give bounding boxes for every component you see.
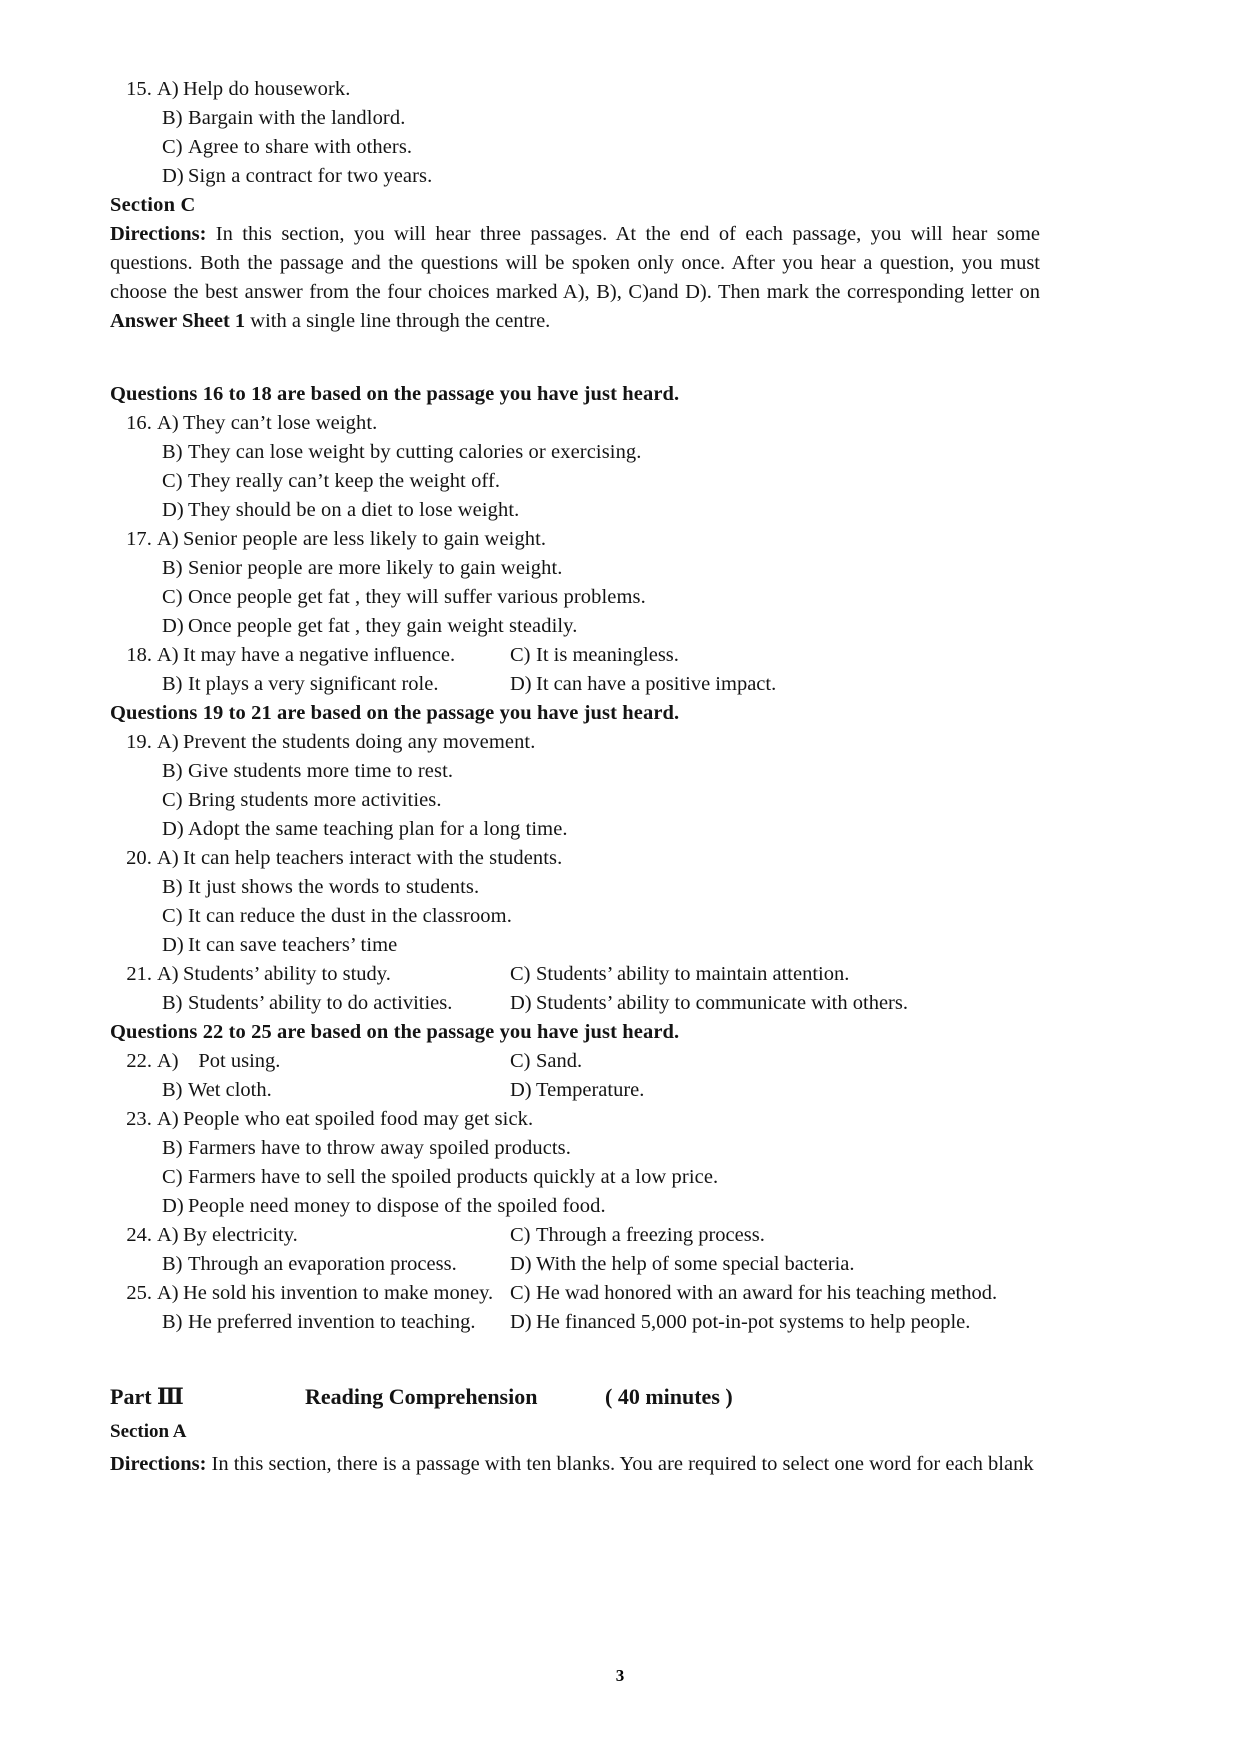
- option-letter: D): [162, 818, 184, 840]
- option-letter: A): [157, 963, 179, 985]
- option-column-left: [110, 1221, 510, 1250]
- option-text: Sand.: [536, 1050, 583, 1072]
- option-letter: C): [510, 1050, 531, 1072]
- option-row: [110, 1105, 1040, 1134]
- question-block-22: [110, 1047, 1040, 1105]
- option-row: [110, 844, 1040, 873]
- option-text: Temperature.: [536, 1079, 645, 1101]
- option-text: People need money to dispose of the spoiled food.: [188, 1195, 606, 1217]
- option-letter: C): [162, 789, 183, 811]
- option-letter: B): [162, 992, 183, 1014]
- option-letter: A): [157, 528, 179, 550]
- option-text: With the help of some special bacteria.: [536, 1253, 855, 1275]
- option-letter: C): [162, 586, 183, 608]
- question-block-23: [110, 1105, 1040, 1221]
- option-text: It may have a negative influence.: [183, 644, 456, 666]
- option-letter: B): [162, 1079, 183, 1101]
- option-text: Once people get fat , they gain weight steadily.: [188, 615, 578, 637]
- option-letter: C): [162, 905, 183, 927]
- option-row: [110, 728, 1040, 757]
- option-row: [110, 873, 1040, 902]
- option-row: [110, 1163, 1040, 1192]
- directions-text-part1: In this section, you will hear three passages. At the end of each passage, you will hear some questions. Both the passage and the questions will be spoken only once. After you hear a question, you must choose the best answer from the four choices marked A), B), C)and D). Then mark the corresponding letter on: [110, 223, 1040, 303]
- part-time-allowance: ( 40 minutes ): [605, 1384, 733, 1409]
- question-number: 18.: [126, 644, 152, 666]
- option-text: It can reduce the dust in the classroom.: [188, 905, 512, 927]
- option-row: [110, 1221, 1040, 1250]
- option-letter: C): [162, 470, 183, 492]
- option-row: [110, 786, 1040, 815]
- option-letter: A): [157, 1224, 179, 1246]
- option-column-right: [510, 960, 1040, 989]
- question-block-15: [110, 75, 1040, 191]
- option-text: They really can’t keep the weight off.: [188, 470, 501, 492]
- option-row: [110, 467, 1040, 496]
- option-text: He wad honored with an award for his teaching method.: [536, 1282, 998, 1304]
- option-row: [110, 133, 1040, 162]
- option-letter: A): [157, 644, 179, 666]
- option-row: [110, 525, 1040, 554]
- option-row: [110, 554, 1040, 583]
- section-c-heading: Section C: [110, 194, 196, 216]
- option-text: Students’ ability to communicate with others.: [536, 992, 908, 1014]
- option-letter: D): [510, 1253, 532, 1275]
- option-row: [110, 1192, 1040, 1221]
- question-block-24: [110, 1221, 1040, 1279]
- option-text: Farmers have to throw away spoiled products.: [188, 1137, 571, 1159]
- option-letter: A): [157, 731, 179, 753]
- questions-22-25-heading: Questions 22 to 25 are based on the passage you have just heard.: [110, 1021, 680, 1043]
- option-row: [110, 757, 1040, 786]
- part-title: Reading Comprehension: [305, 1384, 538, 1409]
- option-text: By electricity.: [183, 1224, 298, 1246]
- option-row: [110, 496, 1040, 525]
- option-text: Once people get fat , they will suffer various problems.: [188, 586, 646, 608]
- option-letter: B): [162, 1253, 183, 1275]
- option-letter: B): [162, 673, 183, 695]
- question-number: 25.: [126, 1282, 152, 1304]
- option-letter: B): [162, 760, 183, 782]
- question-block-19: [110, 728, 1040, 844]
- section-c-directions: [110, 220, 1040, 336]
- option-text: Through an evaporation process.: [188, 1253, 457, 1275]
- option-text: He preferred invention to teaching.: [188, 1311, 476, 1333]
- option-row: [110, 1076, 1040, 1105]
- option-text: People who eat spoiled food may get sick.: [183, 1108, 534, 1130]
- question-block-17: [110, 525, 1040, 641]
- option-letter: B): [162, 441, 183, 463]
- option-letter: C): [510, 963, 531, 985]
- option-row: [110, 1047, 1040, 1076]
- option-letter: C): [510, 644, 531, 666]
- option-column-right: [510, 1308, 1040, 1337]
- option-text: He sold his invention to make money.: [183, 1282, 494, 1304]
- questions-19-21-heading: Questions 19 to 21 are based on the passage you have just heard.: [110, 702, 680, 724]
- option-row: [110, 960, 1040, 989]
- answer-sheet-emphasis: Answer Sheet 1: [110, 310, 246, 332]
- option-text: Wet cloth.: [188, 1079, 272, 1101]
- question-block-21: [110, 960, 1040, 1018]
- option-letter: C): [510, 1282, 531, 1304]
- option-row: [110, 75, 1040, 104]
- option-row: [110, 438, 1040, 467]
- question-block-25: [110, 1279, 1040, 1337]
- option-letter: D): [162, 934, 184, 956]
- option-text: Students’ ability to study.: [183, 963, 391, 985]
- option-text: Students’ ability to maintain attention.: [536, 963, 850, 985]
- option-text: They can’t lose weight.: [183, 412, 378, 434]
- option-column-right: [510, 670, 1040, 699]
- option-text: Bargain with the landlord.: [188, 107, 406, 129]
- option-column-left: [110, 960, 510, 989]
- option-column-right: [510, 641, 1040, 670]
- option-text: It can have a positive impact.: [536, 673, 777, 695]
- questions-16-18-heading: Questions 16 to 18 are based on the passage you have just heard.: [110, 383, 680, 405]
- option-row: [110, 641, 1040, 670]
- option-column-right: [510, 1221, 1040, 1250]
- vertical-spacer: [110, 336, 1040, 380]
- option-text: Sign a contract for two years.: [188, 165, 433, 187]
- option-text: Prevent the students doing any movement.: [183, 731, 536, 753]
- option-row: [110, 931, 1040, 960]
- option-column-right: [510, 1279, 1040, 1308]
- option-row: [110, 1308, 1040, 1337]
- directions-label: Directions:: [110, 1453, 207, 1475]
- question-number: 16.: [126, 412, 152, 434]
- option-text: Senior people are less likely to gain weight.: [183, 528, 547, 550]
- option-text: He financed 5,000 pot-in-pot systems to help people.: [536, 1311, 971, 1333]
- option-text: It can save teachers’ time: [188, 934, 398, 956]
- option-row: [110, 989, 1040, 1018]
- option-letter: B): [162, 1137, 183, 1159]
- option-row: [110, 104, 1040, 133]
- option-row: [110, 902, 1040, 931]
- question-block-20: [110, 844, 1040, 960]
- section-a-heading: Section A: [110, 1421, 187, 1442]
- option-row: [110, 1279, 1040, 1308]
- option-column-left: [110, 1076, 510, 1105]
- page-content: [110, 75, 1040, 1479]
- question-number: 21.: [126, 963, 152, 985]
- option-letter: A): [157, 847, 179, 869]
- option-text: Adopt the same teaching plan for a long time.: [188, 818, 568, 840]
- option-letter: A): [157, 78, 179, 100]
- option-text: Senior people are more likely to gain weight.: [188, 557, 563, 579]
- option-column-left: [110, 1250, 510, 1279]
- question-number: 15.: [126, 78, 152, 100]
- option-text: Through a freezing process.: [536, 1224, 765, 1246]
- option-letter: C): [162, 136, 183, 158]
- option-column-right: [510, 1047, 1040, 1076]
- option-text: It plays a very significant role.: [188, 673, 439, 695]
- option-letter: A): [157, 1050, 179, 1072]
- option-text: Students’ ability to do activities.: [188, 992, 453, 1014]
- option-letter: A): [157, 1282, 179, 1304]
- option-column-left: [110, 1308, 510, 1337]
- option-letter: B): [162, 876, 183, 898]
- option-letter: D): [510, 1079, 532, 1101]
- option-column-left: [110, 670, 510, 699]
- directions-label: Directions:: [110, 223, 207, 245]
- option-column-right: [510, 1250, 1040, 1279]
- option-column-left: [110, 989, 510, 1018]
- option-row: [110, 1134, 1040, 1163]
- option-text: It is meaningless.: [536, 644, 679, 666]
- option-letter: C): [510, 1224, 531, 1246]
- option-letter: D): [162, 499, 184, 521]
- option-text: Pot using.: [183, 1050, 281, 1072]
- option-text: Bring students more activities.: [188, 789, 442, 811]
- option-letter: D): [162, 615, 184, 637]
- option-letter: A): [157, 1108, 179, 1130]
- option-column-left: [110, 641, 510, 670]
- option-row: [110, 670, 1040, 699]
- option-letter: D): [510, 1311, 532, 1333]
- option-row: [110, 162, 1040, 191]
- directions-text: In this section, there is a passage with ten blanks. You are required to select one word for each blank: [206, 1453, 1034, 1475]
- option-text: They can lose weight by cutting calories or exercising.: [188, 441, 642, 463]
- option-letter: C): [162, 1166, 183, 1188]
- option-row: [110, 815, 1040, 844]
- option-row: [110, 612, 1040, 641]
- option-letter: D): [510, 992, 532, 1014]
- option-letter: B): [162, 107, 183, 129]
- directions-text-part2: with a single line through the centre.: [245, 310, 551, 332]
- option-letter: D): [162, 165, 184, 187]
- question-number: 23.: [126, 1108, 152, 1130]
- option-row: [110, 1250, 1040, 1279]
- option-text: It can help teachers interact with the students.: [183, 847, 563, 869]
- option-letter: D): [162, 1195, 184, 1217]
- option-text: Agree to share with others.: [188, 136, 413, 158]
- option-letter: B): [162, 1311, 183, 1333]
- option-column-right: [510, 989, 1040, 1018]
- page-number: 3: [615, 1666, 625, 1685]
- option-text: It just shows the words to students.: [188, 876, 480, 898]
- option-letter: D): [510, 673, 532, 695]
- option-text: Give students more time to rest.: [188, 760, 454, 782]
- part-3-header: [110, 1382, 1040, 1411]
- question-block-18: [110, 641, 1040, 699]
- question-number: 17.: [126, 528, 152, 550]
- option-column-left: [110, 1279, 510, 1308]
- option-text: Help do housework.: [183, 78, 351, 100]
- question-block-16: [110, 409, 1040, 525]
- question-number: 22.: [126, 1050, 152, 1072]
- option-text: Farmers have to sell the spoiled products quickly at a low price.: [188, 1166, 719, 1188]
- option-column-right: [510, 1076, 1040, 1105]
- option-row: [110, 583, 1040, 612]
- option-column-left: [110, 1047, 510, 1076]
- option-row: [110, 409, 1040, 438]
- question-number: 19.: [126, 731, 152, 753]
- option-letter: B): [162, 557, 183, 579]
- question-number: 24.: [126, 1224, 152, 1246]
- option-letter: A): [157, 412, 179, 434]
- section-a-directions: [110, 1450, 1040, 1479]
- option-text: They should be on a diet to lose weight.: [188, 499, 520, 521]
- part-label: Part Ⅲ: [110, 1384, 184, 1409]
- question-number: 20.: [126, 847, 152, 869]
